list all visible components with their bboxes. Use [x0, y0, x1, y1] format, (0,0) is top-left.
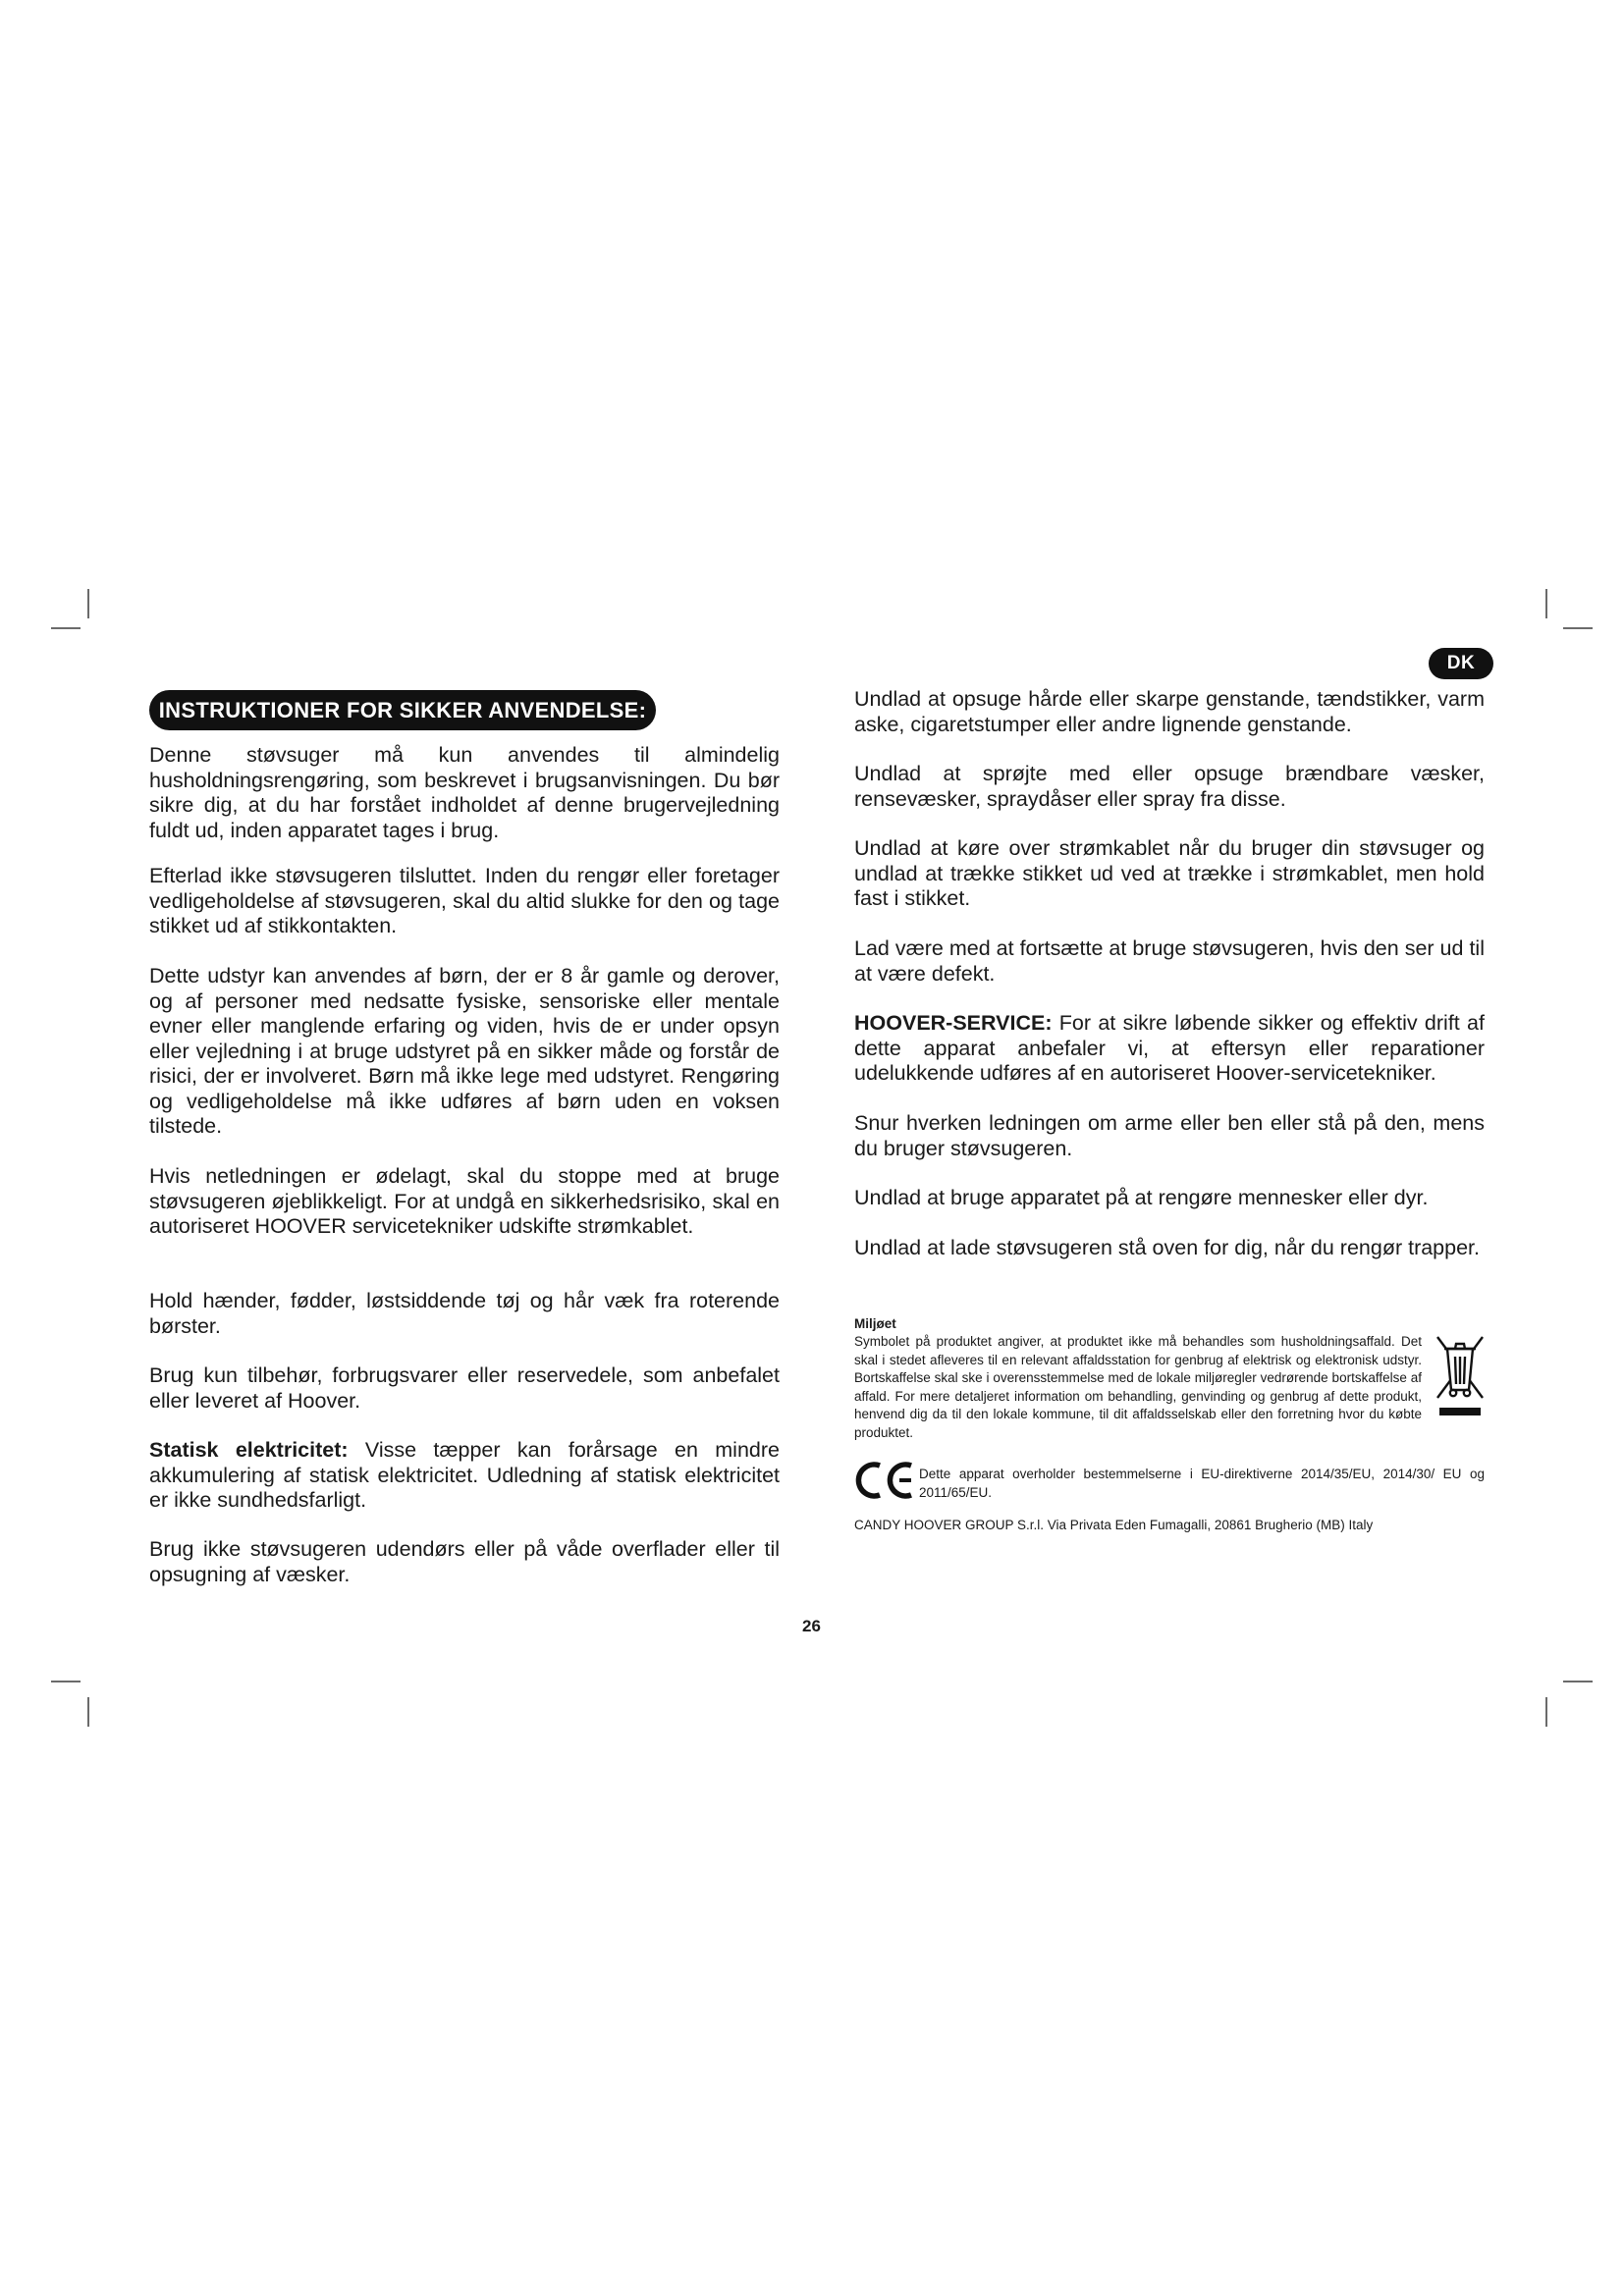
- crop-mark: [1545, 1697, 1547, 1727]
- static-label: Statisk elektricitet:: [149, 1438, 349, 1462]
- paragraph-stairs: Undlad at lade støvsugeren stå oven for dig, når du rengør trapper.: [854, 1236, 1481, 1259]
- manufacturer-address: CANDY HOOVER GROUP S.r.l. Via Privata Eden Fumagalli, 20861 Brugherio (MB) Italy: [854, 1518, 1374, 1532]
- paragraph-static-electricity: [149, 1438, 780, 1514]
- crop-mark: [1545, 589, 1547, 618]
- service-label: HOOVER-SERVICE:: [854, 1011, 1053, 1035]
- page-number: 26: [802, 1617, 821, 1635]
- paragraph-people-animals: Undlad at bruge apparatet på at rengøre mennesker eller dyr.: [854, 1186, 1429, 1209]
- paragraph-brushes: Hold hænder, fødder, løstsiddende tøj og hår væk fra roterende børster.: [149, 1289, 780, 1338]
- paragraph-defect: Lad være med at fortsætte at bruge støvsugeren, hvis den ser ud til at være defekt.: [854, 936, 1485, 986]
- paragraph-outdoor: Brug ikke støvsugeren udendørs eller på våde overflader eller til opsugning af væsker.: [149, 1537, 780, 1586]
- crop-mark: [87, 589, 89, 618]
- crop-mark: [51, 627, 81, 629]
- paragraph-flammable: Undlad at sprøjte med eller opsuge brændbare væsker, rensevæsker, spraydåser eller spray fra disse.: [854, 762, 1485, 811]
- environment-title: Miljøet: [854, 1316, 896, 1331]
- section-heading: INSTRUKTIONER FOR SIKKER ANVENDELSE:: [149, 690, 656, 730]
- paragraph-cable: Undlad at køre over strømkablet når du bruger din støvsuger og undlad at trække stikket ud ved at trække i strømkablet, men hold fast i stikket.: [854, 836, 1485, 910]
- paragraph-hoover-service: [854, 1011, 1485, 1087]
- crop-mark: [1563, 1681, 1593, 1682]
- paragraph-wrap-cord: Snur hverken ledningen om arme eller ben eller stå på den, mens du bruger støvsugeren.: [854, 1111, 1485, 1160]
- paragraph-hard-objects: Undlad at opsuge hårde eller skarpe genstande, tændstikker, varm aske, cigaretstumper eller andre lignende genstande.: [854, 687, 1485, 736]
- paragraph-power-cord: Hvis netledningen er ødelagt, skal du stoppe med at bruge støvsugeren øjeblikkeligt. For at undgå en sikkerhedsrisiko, skal en autoriseret HOOVER servicetekniker udskifte strømkablet.: [149, 1164, 780, 1238]
- crop-mark: [1563, 627, 1593, 629]
- paragraph-unplug: Efterlad ikke støvsugeren tilsluttet. Inden du rengør eller foretager vedligeholdelse af støvsugeren, skal du altid slukke for den og tage stikket ud af stikkontakten.: [149, 864, 780, 937]
- crop-mark: [51, 1681, 81, 1682]
- ce-compliance-text: Dette apparat overholder bestemmelserne i EU-direktiverne 2014/35/EU, 2014/30/ EU og 2011/65/EU.: [919, 1467, 1485, 1500]
- paragraph-children: Dette udstyr kan anvendes af børn, der er 8 år gamle og derover, og af personer med nedsatte fysiske, sensoriske eller mentale evner eller manglende erfaring og viden, hvis de er under opsyn eller vejledning i at bruge udstyret på en sikker måde og forstår de risici, der er involveret. Børn må ikke lege med udstyret. Rengøring og vedligeholdelse må ikke udføres af børn uden en voksen tilstede.: [149, 964, 780, 1138]
- language-badge: DK: [1429, 648, 1493, 679]
- paragraph-accessories: Brug kun tilbehør, forbrugsvarer eller reservedele, som anbefalet eller leveret af Hoover.: [149, 1363, 780, 1413]
- crop-mark: [87, 1697, 89, 1727]
- ce-mark-icon: [854, 1461, 915, 1500]
- static-text: Visse tæpper kan forårsage en mindre akkumulering af statisk elektricitet. Udledning af statisk elektricitet er ikke sundhedsfarligt.: [149, 1438, 780, 1512]
- weee-bin-icon: [1435, 1335, 1485, 1419]
- environment-text: Symbolet på produktet angiver, at produktet ikke må behandles som husholdningsaffald. Det skal i stedet afleveres til en relevant affaldsstation for genbrug af elektrisk og elektronisk udstyr. Bortskaffelse skal ske i overensstemmelse med de lokale miljøregler vedrørende bortskaffelse af affald. For mere detaljeret information om behandling, genvinding og genbrug af dette produkt, henvend dig da til den lokale kommune, til dit affaldsselskab eller den forretning hvor du købte produktet.: [854, 1334, 1422, 1440]
- paragraph-intended-use: Denne støvsuger må kun anvendes til almindelig husholdningsrengøring, som beskrevet i brugsanvisningen. Du bør sikre dig, at du har forstået indholdet af denne brugervejledning fuldt ud, inden apparatet tages i brug.: [149, 743, 780, 842]
- service-text: For at sikre løbende sikker og effektiv drift af dette apparat anbefaler vi, at eftersyn eller reparationer udelukkende udføres af en autoriseret Hoover-servicetekniker.: [854, 1011, 1485, 1085]
